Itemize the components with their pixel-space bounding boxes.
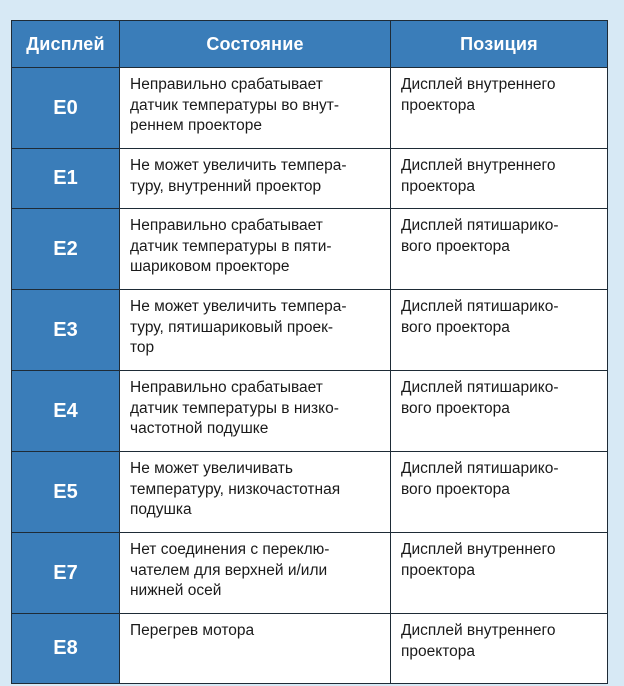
table-row (12, 614, 608, 684)
state-line: реннем проекторе (130, 117, 262, 134)
state-cell (120, 68, 391, 149)
header-position: Позиция (391, 21, 608, 68)
state-cell (120, 614, 391, 684)
position-line: Дисплей пятишарико- (401, 298, 559, 315)
position-line: проектора (401, 642, 475, 660)
table-row (12, 533, 608, 614)
state-line: Не может увеличить темпера- (130, 298, 347, 315)
state-line: датчик температуры в низко- (130, 399, 339, 417)
state-line: чателем для верхней и/или (130, 561, 328, 579)
position-line: проектора (401, 561, 475, 579)
state-cell (120, 452, 391, 533)
state-line: Нет соединения с переклю- (130, 541, 330, 558)
position-line: Дисплей внутреннего (401, 157, 556, 174)
state-line: температуру, низкочастотная (130, 480, 341, 498)
position-line: Дисплей пятишарико- (401, 379, 559, 396)
position-cell (391, 614, 608, 684)
state-line: Неправильно срабатывает (130, 217, 323, 234)
display-code: E5 (12, 452, 120, 533)
state-line: датчик температуры в пяти- (130, 237, 332, 255)
position-line: проектора (401, 177, 475, 195)
position-cell (391, 452, 608, 533)
display-code: E4 (12, 371, 120, 452)
state-line: Не может увеличивать (130, 460, 293, 477)
display-code: E8 (12, 614, 120, 684)
table-row (12, 452, 608, 533)
error-code-table-container (11, 20, 607, 684)
state-line: Неправильно срабатывает (130, 379, 323, 396)
state-cell (120, 371, 391, 452)
display-code: E1 (12, 149, 120, 209)
table-row (12, 209, 608, 290)
state-line: частотной подушке (130, 420, 269, 437)
position-cell (391, 533, 608, 614)
display-code: E7 (12, 533, 120, 614)
position-line: Дисплей пятишарико- (401, 460, 559, 477)
position-line: Дисплей пятишарико- (401, 217, 559, 234)
table-row (12, 371, 608, 452)
position-cell (391, 371, 608, 452)
header-state: Состояние (120, 21, 391, 68)
position-cell (391, 290, 608, 371)
position-line: вого проектора (401, 237, 510, 255)
position-line: Дисплей внутреннего (401, 622, 556, 639)
state-line: туру, внутренний проектор (130, 177, 322, 195)
state-cell (120, 533, 391, 614)
table-row (12, 149, 608, 209)
error-code-table (11, 20, 608, 684)
state-line: тор (130, 339, 155, 356)
display-code: E2 (12, 209, 120, 290)
display-code: E0 (12, 68, 120, 149)
position-line: вого проектора (401, 399, 510, 417)
state-line: туру, пятишариковый проек- (130, 318, 334, 336)
header-display: Дисплей (12, 21, 120, 68)
position-line: вого проектора (401, 318, 510, 336)
state-cell (120, 290, 391, 371)
table-row (12, 68, 608, 149)
state-line: подушка (130, 501, 192, 518)
state-cell (120, 209, 391, 290)
position-cell (391, 149, 608, 209)
state-line: Перегрев мотора (130, 622, 255, 639)
state-line: шариковом проекторе (130, 258, 290, 275)
state-line: Не может увеличить темпера- (130, 157, 347, 174)
position-cell (391, 68, 608, 149)
state-line: Неправильно срабатывает (130, 76, 323, 93)
table-row (12, 290, 608, 371)
state-cell (120, 149, 391, 209)
state-line: нижней осей (130, 582, 222, 599)
position-cell (391, 209, 608, 290)
position-line: Дисплей внутреннего (401, 76, 556, 93)
position-line: проектора (401, 96, 475, 114)
position-line: вого проектора (401, 480, 510, 498)
display-code: E3 (12, 290, 120, 371)
state-line: датчик температуры во внут- (130, 96, 340, 114)
position-line: Дисплей внутреннего (401, 541, 556, 558)
header-row (12, 21, 608, 68)
